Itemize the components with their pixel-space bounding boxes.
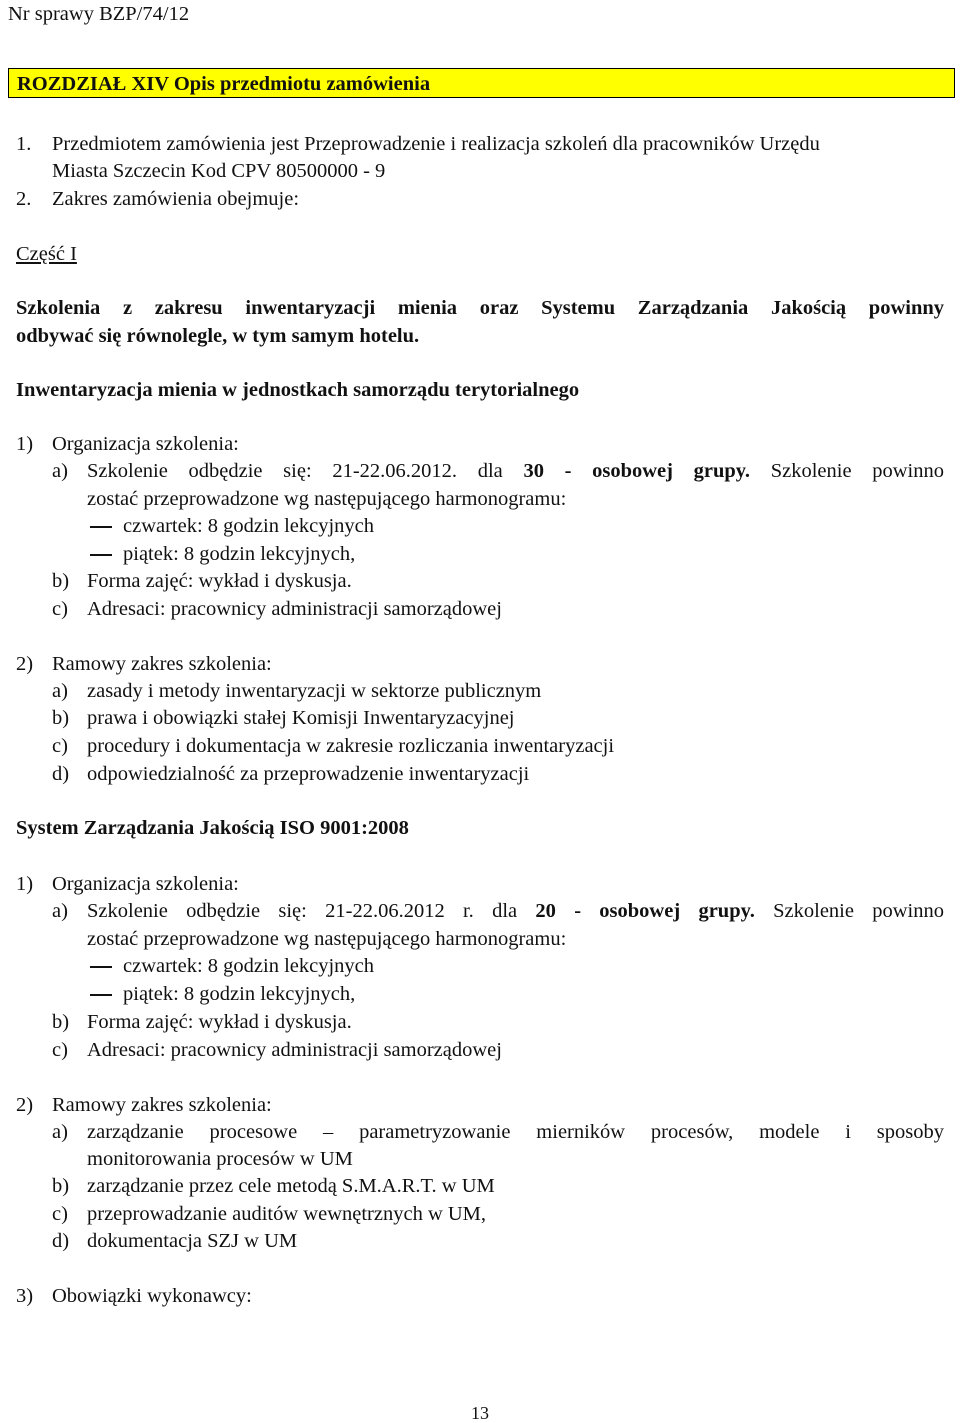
- intro-paragraph-line1: Przedmiotem zamówienia jest Przeprowadzenie i realizacja szkoleń dla pracowników Urzędu: [52, 133, 820, 155]
- section1-a-letter: a): [52, 460, 68, 482]
- section1-org-number: 1): [16, 433, 34, 455]
- section2-group-size: 20 - osobowej grupy.: [535, 900, 755, 922]
- section1-schedule-thursday: czwartek: 8 godzin lekcyjnych: [123, 515, 375, 537]
- section2-scope-a-line2: monitorowania procesów w UM: [87, 1148, 353, 1170]
- section2-scope-letter: d): [52, 1230, 70, 1252]
- section1-schedule-friday: piątek: 8 godzin lekcyjnych,: [123, 543, 356, 565]
- dash-bullet: [90, 994, 112, 996]
- section1-a-post: Szkolenie powinno: [750, 460, 945, 482]
- intro-item-number: 1.: [16, 133, 32, 155]
- section1-title: Inwentaryzacja mienia w jednostkach samorządu terytorialnego: [16, 379, 580, 401]
- section1-scope-number: 2): [16, 653, 34, 675]
- section1-form: Forma zajęć: wykład i dyskusja.: [87, 570, 352, 592]
- section2-org-number: 1): [16, 873, 34, 895]
- section2-title: System Zarządzania Jakością ISO 9001:2008: [16, 817, 409, 839]
- section2-scope-a-line1: zarządzanie procesowe – parametryzowanie mierników procesów, modele i sposoby: [87, 1121, 944, 1143]
- section1-audience: Adresaci: pracownicy administracji samorządowej: [87, 598, 502, 620]
- part-note-line2: odbywać się równolegle, w tym samym hotelu.: [16, 325, 420, 347]
- intro-paragraph-line2: Miasta Szczecin Kod CPV 80500000 - 9: [52, 160, 386, 182]
- section2-b-letter: b): [52, 1011, 70, 1033]
- part-note-line1: Szkolenia z zakresu inwentaryzacji mienia oraz Systemu Zarządzania Jakością powinny: [16, 297, 944, 319]
- chapter-title: ROZDZIAŁ XIV Opis przedmiotu zamówienia: [17, 73, 431, 95]
- part-title: Część I: [16, 243, 77, 265]
- section1-scope-item: zasady i metody inwentaryzacji w sektorze publicznym: [87, 680, 542, 702]
- section2-scope-item: przeprowadzanie auditów wewnętrznych w UM,: [87, 1203, 487, 1225]
- section2-duties-number: 3): [16, 1285, 34, 1307]
- section1-a-line1: [87, 461, 944, 482]
- section1-scope-item: odpowiedzialność za przeprowadzenie inwentaryzacji: [87, 763, 530, 785]
- section2-a-line2: zostać przeprowadzone wg następującego harmonogramu:: [87, 928, 567, 950]
- section2-schedule-friday: piątek: 8 godzin lekcyjnych,: [123, 983, 356, 1005]
- dash-bullet: [90, 966, 112, 968]
- section2-c-letter: c): [52, 1039, 68, 1061]
- section1-b-letter: b): [52, 570, 70, 592]
- section2-scope-letter: a): [52, 1121, 68, 1143]
- section2-scope-letter: c): [52, 1203, 68, 1225]
- case-number: Nr sprawy BZP/74/12: [8, 3, 190, 25]
- section1-org-label: Organizacja szkolenia:: [52, 433, 239, 455]
- section1-scope-item: prawa i obowiązki stałej Komisji Inwentaryzacyjnej: [87, 707, 515, 729]
- section2-scope-letter: b): [52, 1175, 70, 1197]
- section2-a-post: Szkolenie powinno: [754, 900, 944, 922]
- section1-a-line2: zostać przeprowadzone wg następującego harmonogramu:: [87, 488, 567, 510]
- section2-schedule-thursday: czwartek: 8 godzin lekcyjnych: [123, 955, 375, 977]
- section1-scope-letter: d): [52, 763, 70, 785]
- section1-scope-letter: a): [52, 680, 68, 702]
- intro-scope-text: Zakres zamówienia obejmuje:: [52, 188, 300, 210]
- section2-a-letter: a): [52, 900, 68, 922]
- section1-scope-letter: b): [52, 707, 70, 729]
- section2-audience: Adresaci: pracownicy administracji samorządowej: [87, 1039, 502, 1061]
- section2-scope-item: zarządzanie przez cele metodą S.M.A.R.T. w UM: [87, 1175, 495, 1197]
- section2-a-pre: Szkolenie odbędzie się: 21-22.06.2012 r. dla: [87, 900, 536, 922]
- section1-a-pre: Szkolenie odbędzie się: 21-22.06.2012. dla: [87, 460, 524, 482]
- section2-scope-number: 2): [16, 1094, 34, 1116]
- page-number: 13: [471, 1403, 489, 1423]
- section1-scope-item: procedury i dokumentacja w zakresie rozliczania inwentaryzacji: [87, 735, 615, 757]
- section1-scope-letter: c): [52, 735, 68, 757]
- section1-scope-label: Ramowy zakres szkolenia:: [52, 653, 272, 675]
- dash-bullet: [90, 526, 112, 528]
- intro-item-number: 2.: [16, 188, 32, 210]
- section2-duties-label: Obowiązki wykonawcy:: [52, 1285, 252, 1307]
- section1-group-size: 30 - osobowej grupy.: [523, 460, 751, 482]
- section2-scope-label: Ramowy zakres szkolenia:: [52, 1094, 272, 1116]
- section1-c-letter: c): [52, 598, 68, 620]
- section2-form: Forma zajęć: wykład i dyskusja.: [87, 1011, 352, 1033]
- section2-org-label: Organizacja szkolenia:: [52, 873, 239, 895]
- dash-bullet: [90, 554, 112, 556]
- section2-scope-item: dokumentacja SZJ w UM: [87, 1230, 298, 1252]
- section2-a-line1: [87, 901, 944, 922]
- chapter-title-box: [8, 68, 955, 98]
